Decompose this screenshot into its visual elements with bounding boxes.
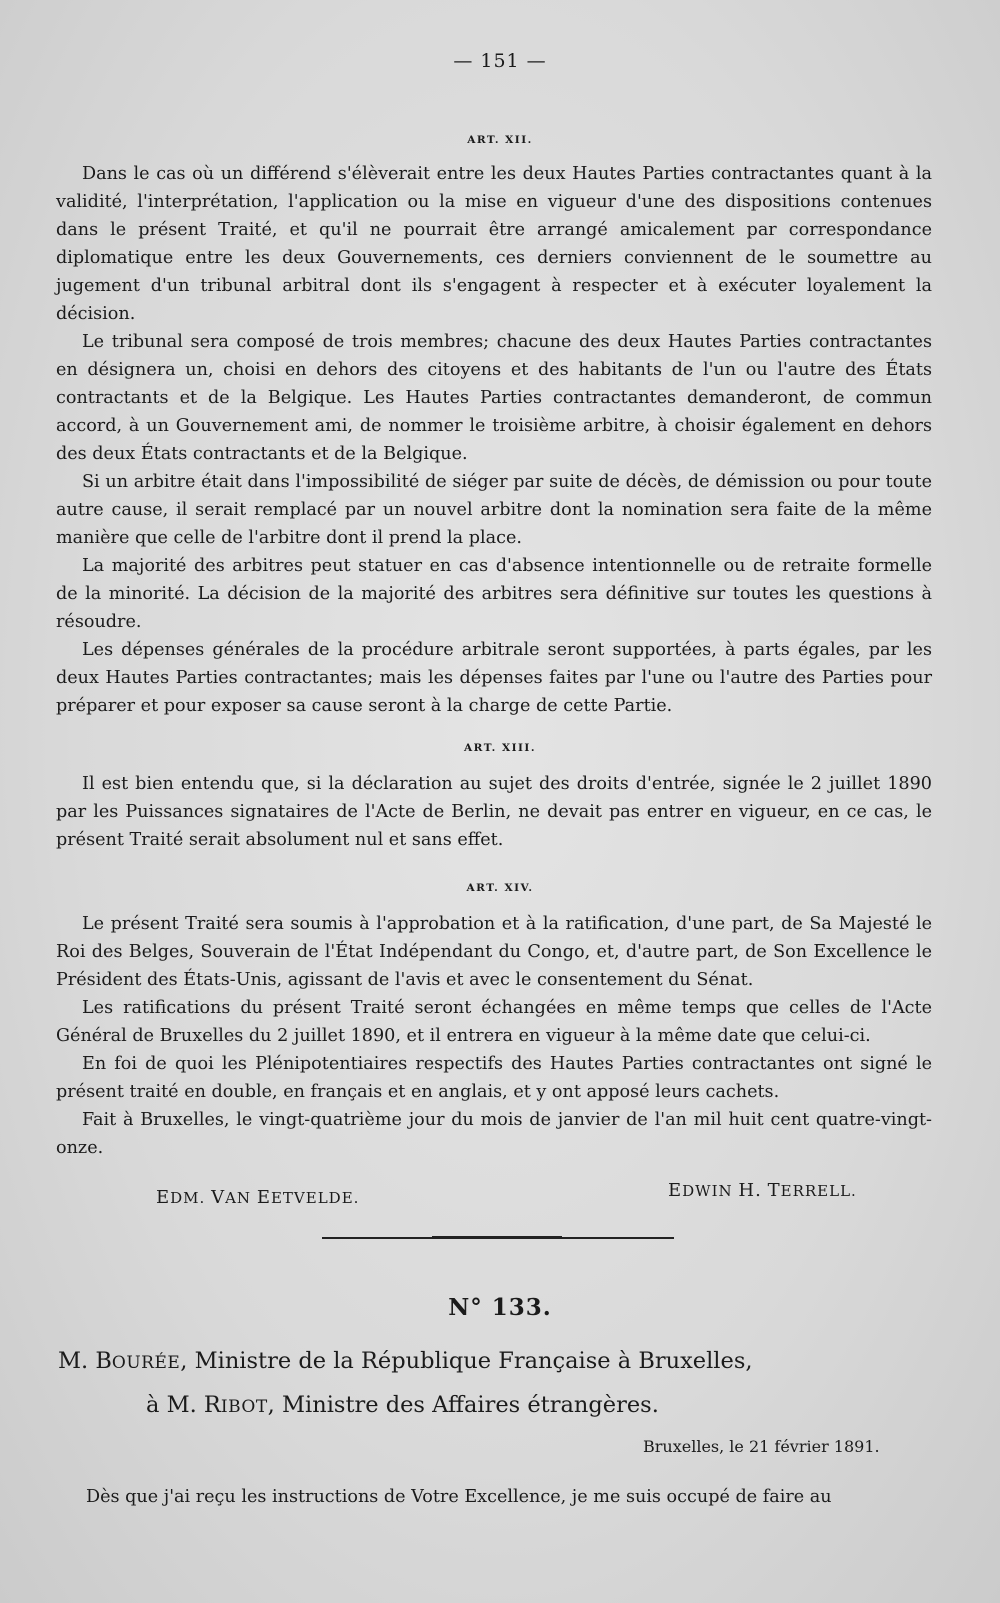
signature-left: EDM. VAN EETVELDE.: [156, 1187, 360, 1208]
article-12-heading: ART. XII.: [467, 134, 533, 146]
article-14-body: [56, 910, 932, 1162]
paragraph: Il est bien entendu que, si la déclaration au sujet des droits d'entrée, signée le 2 juillet 1890 par les Puissances signataires de l'Acte de Berlin, ne devait pas entrer en vigueur, en ce cas, le présent Traité serait absolument nul et sans effet.: [56, 774, 932, 850]
paragraph: Les ratifications du présent Traité seront échangées en même temps que celles de l'Acte Général de Bruxelles du 2 juillet 1890, et il entrera en vigueur à la même date que celui-ci.: [56, 998, 932, 1046]
signature-right: EDWIN H. TERRELL.: [668, 1180, 857, 1201]
paragraph: Fait à Bruxelles, le vingt-quatrième jour du mois de janvier de l'an mil huit cent quatre-vingt-onze.: [56, 1110, 932, 1158]
place-date: Bruxelles, le 21 février 1891.: [643, 1437, 880, 1456]
separator-rule: [322, 1237, 674, 1239]
recipient-line: à M. RIBOT, Ministre des Affaires étrangères.: [146, 1392, 659, 1418]
paragraph: Le présent Traité sera soumis à l'approbation et à la ratification, d'une part, de Sa Majesté le Roi des Belges, Souverain de l'État Indépendant du Congo, et, d'autre part, de Son Excellence le Président des États-Unis, agissant de l'avis et avec le consentement du Sénat.: [56, 914, 932, 990]
paragraph: Si un arbitre était dans l'impossibilité de siéger par suite de décès, de démission ou pour toute autre cause, il serait remplacé par un nouvel arbitre dont la nomination sera faite de la même manière que celle de l'arbitre dont il prend la place.: [56, 472, 932, 548]
page-number: — 151 —: [453, 50, 547, 72]
paragraph: La majorité des arbitres peut statuer en cas d'absence intentionnelle ou de retraite formelle de la minorité. La décision de la majorité des arbitres sera définitive sur toutes les questions à résoudre.: [56, 556, 932, 632]
paragraph: En foi de quoi les Plénipotentiaires respectifs des Hautes Parties contractantes ont signé le présent traité en double, en français et en anglais, et y ont apposé leurs cachets.: [56, 1054, 932, 1102]
document-number: N° 133.: [448, 1294, 552, 1321]
article-13-heading: ART. XIII.: [464, 742, 536, 754]
letter-first-line: Dès que j'ai reçu les instructions de Votre Excellence, je me suis occupé de faire au: [86, 1487, 832, 1507]
paragraph: Le tribunal sera composé de trois membres; chacune des deux Hautes Parties contractantes en désignera un, choisi en dehors des citoyens et des habitants de l'un ou l'autre des États contractants et de la Belgique. Les Hautes Parties contractantes demanderont, de commun accord, à un Gouvernement ami, de nommer le troisième arbitre, à choisir également en dehors des deux États contractants et de la Belgique.: [56, 332, 932, 464]
sender-line: M. BOURÉE, Ministre de la République Française à Bruxelles,: [58, 1348, 753, 1374]
paragraph: Dans le cas où un différend s'élèverait entre les deux Hautes Parties contractantes quant à la validité, l'interprétation, l'application ou la mise en vigueur d'une des dispositions contenues dans le présent Traité, et qu'il ne pourrait être arrangé amicalement par correspondance diplomatique entre les deux Gouvernements, ces derniers conviennent de le soumettre au jugement d'un tribunal arbitral dont ils s'engagent à respecter et à exécuter loyalement la décision.: [56, 164, 932, 324]
article-14-heading: ART. XIV.: [466, 882, 534, 894]
article-12-body: [56, 160, 932, 720]
article-13-body: [56, 770, 932, 854]
paragraph: Les dépenses générales de la procédure arbitrale seront supportées, à parts égales, par les deux Hautes Parties contractantes; mais les dépenses faites par l'une ou l'autre des Parties pour préparer et pour exposer sa cause seront à la charge de cette Partie.: [56, 640, 932, 716]
